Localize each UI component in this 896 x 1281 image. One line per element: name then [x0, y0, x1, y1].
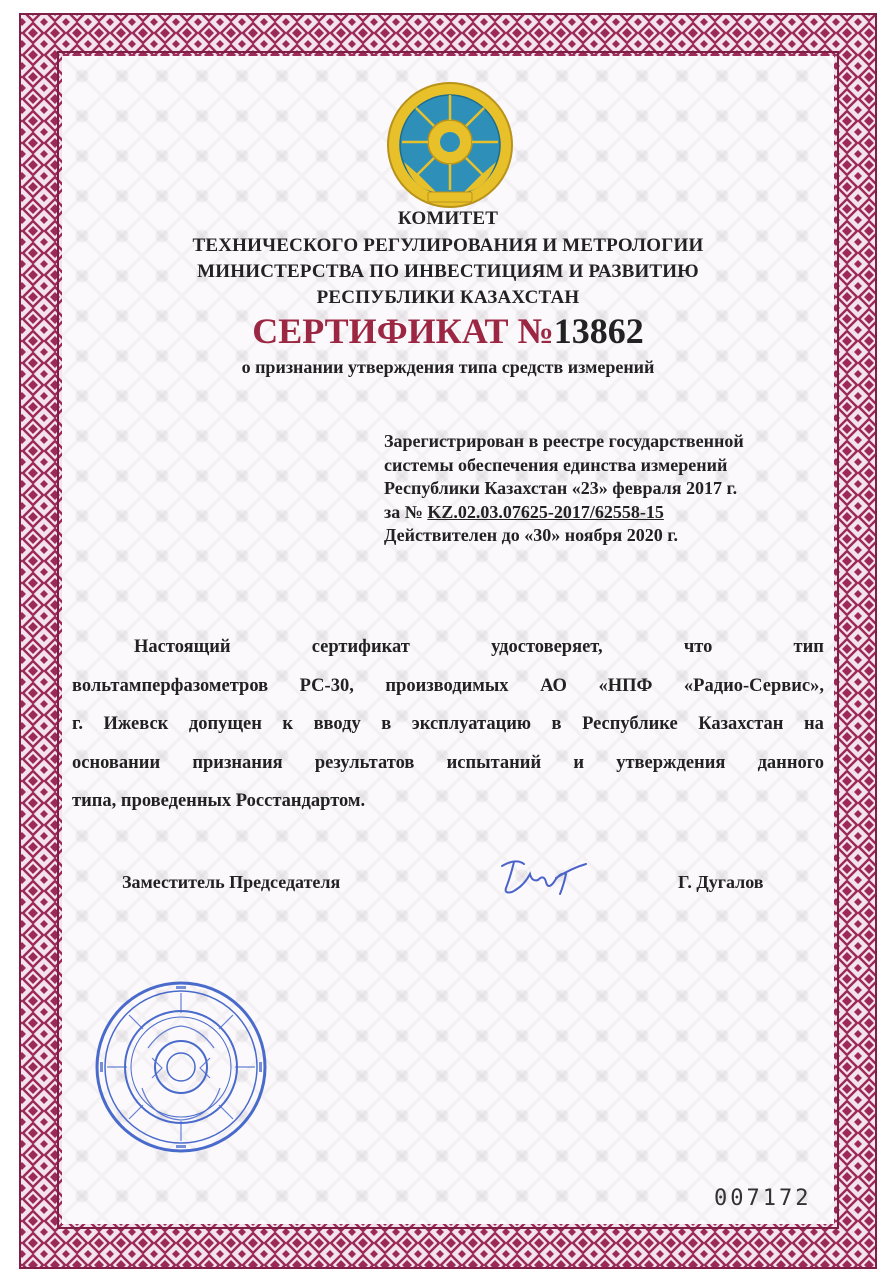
body-word: результатов [314, 752, 415, 773]
registration-block [384, 430, 834, 548]
body-word: вольтамперфазометров [72, 675, 269, 696]
body-line-5: типа, проведенных Росстандартом. [72, 791, 366, 811]
certificate-title [0, 310, 896, 352]
number-sign: № [517, 311, 554, 351]
body-word: Настоящий [134, 637, 231, 657]
body-word: Республике [582, 714, 678, 734]
committee-name-line-2: МИНИСТЕРСТВА ПО ИНВЕСТИЦИЯМ И РАЗВИТИЮ [197, 261, 699, 282]
committee-title: КОМИТЕТ [397, 208, 499, 229]
registration-number-line [384, 501, 834, 525]
certificate-body [72, 628, 824, 821]
body-word: испытаний [446, 752, 542, 773]
body-word: на [803, 714, 824, 734]
certificate-subtitle: о признании утверждения типа средств измерений [241, 357, 655, 377]
committee-name-line-3: РЕСПУБЛИКИ КАЗАХСТАН [316, 287, 580, 308]
signatory-position: Заместитель Председателя [122, 872, 341, 892]
body-word: что [683, 637, 713, 657]
body-word: признания [192, 752, 283, 773]
serial-number: 007172 [714, 1186, 812, 1211]
handwritten-signature [494, 852, 594, 902]
body-word: «Радио-Сервис», [683, 675, 824, 696]
body-word: удостоверяет, [491, 637, 603, 657]
body-word: в [381, 714, 392, 734]
kazakhstan-emblem-icon [380, 80, 520, 210]
body-word: сертификат [311, 637, 410, 657]
official-seal-stamp [92, 978, 270, 1156]
body-line-1 [72, 628, 824, 667]
certificate-word: СЕРТИФИКАТ [252, 311, 509, 351]
body-word: основании [72, 752, 161, 773]
registration-number-prefix: за № [384, 501, 423, 522]
body-word: и [573, 752, 584, 773]
body-word: Казахстан [698, 714, 784, 734]
body-word: «НПФ [598, 675, 653, 696]
registration-number: KZ.02.03.07625-2017/62558-15 [427, 501, 664, 522]
body-word: РС-30, [299, 675, 354, 696]
registration-line-2: системы обеспечения единства измерений [384, 454, 728, 475]
body-line-2 [72, 667, 824, 706]
body-word: г. [72, 714, 83, 734]
signatory-name: Г. Дугалов [678, 872, 764, 892]
body-word: в [551, 714, 562, 734]
body-word: Ижевск [103, 714, 169, 734]
body-word: утверждения [616, 752, 726, 773]
body-line-4 [72, 744, 824, 783]
body-word: эксплуатацию [411, 714, 532, 734]
certificate-number: 13862 [553, 311, 644, 351]
body-word: допущен [188, 714, 262, 734]
body-line-3 [72, 705, 824, 744]
body-word: тип [793, 637, 824, 657]
registration-line-1: Зарегистрирован в реестре государственной [384, 431, 744, 451]
body-word: данного [757, 752, 824, 773]
body-word: АО [540, 675, 567, 696]
body-word: вводу [313, 714, 361, 734]
validity-line: Действителен до «30» ноября 2020 г. [384, 525, 678, 545]
body-word: к [282, 714, 294, 734]
body-word: производимых [385, 675, 509, 696]
registration-line-3: Республики Казахстан «23» февраля 2017 г. [384, 478, 738, 498]
committee-name-line-1: ТЕХНИЧЕСКОГО РЕГУЛИРОВАНИЯ И МЕТРОЛОГИИ [192, 235, 704, 256]
